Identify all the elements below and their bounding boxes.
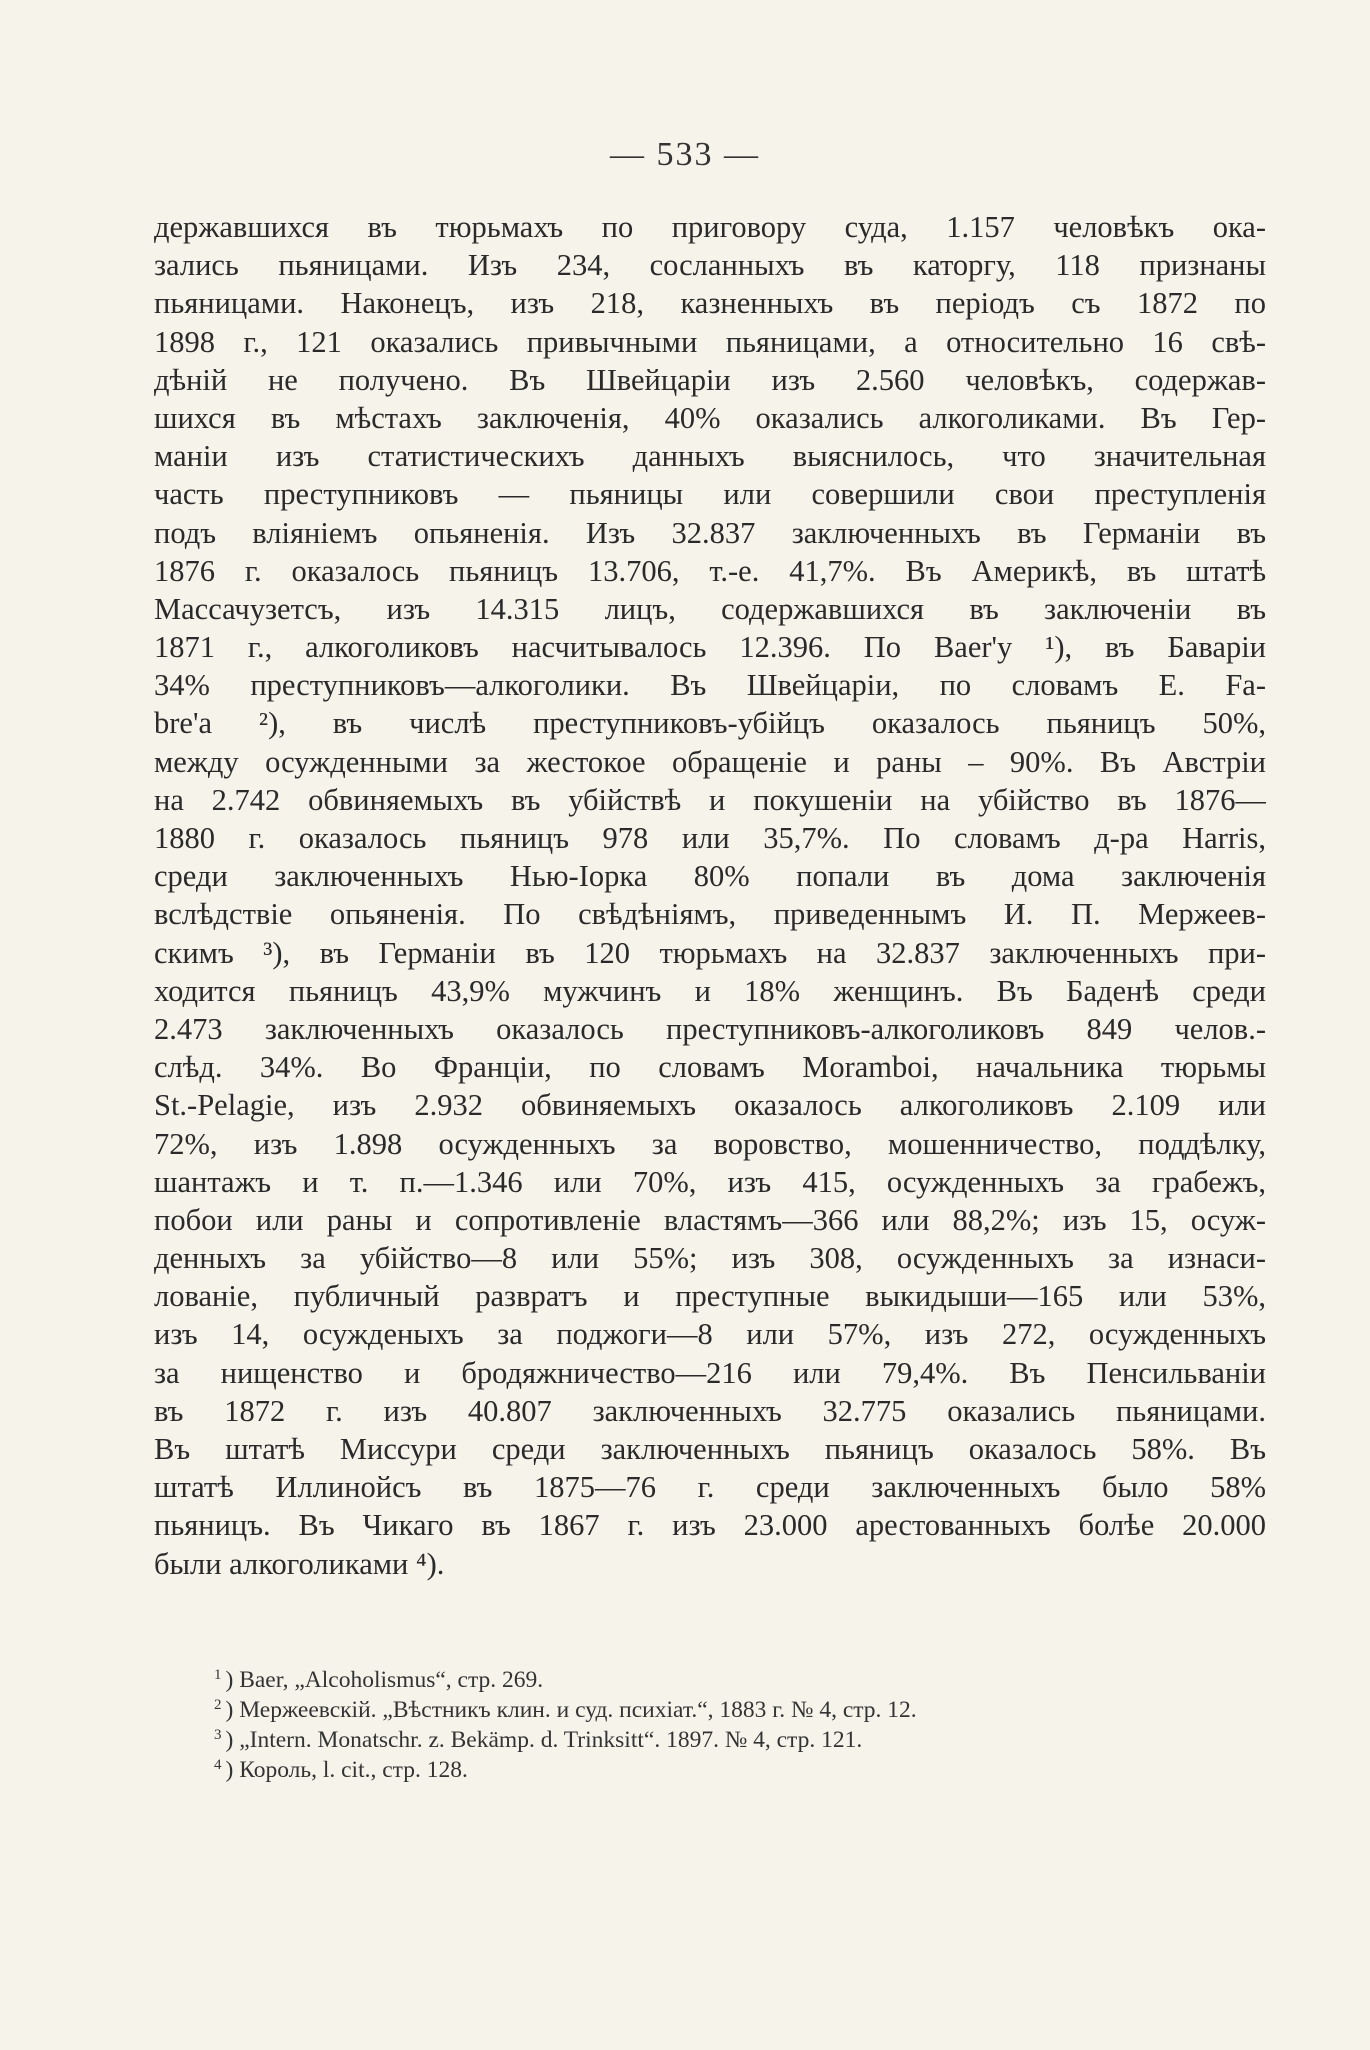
text-line: изъ 14, осужденыхъ за поджоги—8 или 57%, изъ 272, осужденныхъ bbox=[154, 1317, 1266, 1352]
text-line: подъ вліяніемъ опьяненія. Изъ 32.837 заключенныхъ въ Германіи въ bbox=[154, 515, 1266, 550]
footnote-text: ) Baer, „Alcoholismus“, стр. 269. bbox=[225, 1667, 544, 1693]
text-line: зались пьяницами. Изъ 234, сосланныхъ въ каторгу, 118 признаны bbox=[154, 248, 1266, 283]
text-line: въ 1872 г. изъ 40.807 заключенныхъ 32.775 оказались пьяницами. bbox=[154, 1393, 1266, 1428]
text-line: за нищенство и бродяжничество—216 или 79,4%. Въ Пенсильваніи bbox=[154, 1355, 1266, 1390]
text-line: 2.473 заключенныхъ оказалось преступниковъ-алкоголиковъ 849 челов.- bbox=[154, 1011, 1266, 1046]
text-line: пьяницъ. Въ Чикаго въ 1867 г. изъ 23.000 арестованныхъ болѣе 20.000 bbox=[154, 1508, 1266, 1543]
footnotes bbox=[214, 1665, 1214, 1785]
footnote-mark: 1 bbox=[214, 1667, 222, 1683]
footnote bbox=[214, 1725, 1214, 1755]
text-line: пьяницами. Наконецъ, изъ 218, казненныхъ въ періодъ съ 1872 по bbox=[154, 286, 1266, 321]
page-number: — 533 — bbox=[610, 136, 760, 173]
text-line: на 2.742 обвиняемыхъ въ убійствѣ и покушеніи на убійство въ 1876— bbox=[154, 782, 1266, 817]
text-line: bre'а ²), въ числѣ преступниковъ-убійцъ оказалось пьяницъ 50%, bbox=[154, 706, 1266, 741]
text-line: слѣд. 34%. Во Франціи, по словамъ Moramboi, начальника тюрьмы bbox=[154, 1050, 1266, 1085]
footnote-text: ) Король, l. cit., стр. 128. bbox=[225, 1757, 468, 1783]
text-line: 1871 г., алкоголиковъ насчитывалось 12.396. По Baer'у ¹), въ Баваріи bbox=[154, 630, 1266, 665]
text-line: скимъ ³), въ Германіи въ 120 тюрьмахъ на 32.837 заключенныхъ при- bbox=[154, 935, 1266, 970]
footnote-mark: 4 bbox=[214, 1757, 222, 1773]
text-line: между осужденными за жестокое обращеніе и раны – 90%. Въ Австріи bbox=[154, 744, 1266, 779]
footnote-text: ) „Intern. Monatschr. z. Bekämp. d. Trinksitt“. 1897. № 4, стр. 121. bbox=[225, 1727, 863, 1753]
text-line: дѣній не получено. Въ Швейцаріи изъ 2.560 человѣкъ, содержав- bbox=[154, 362, 1266, 397]
footnote-text: ) Мержеевскій. „Вѣстникъ клин. и суд. психіат.“, 1883 г. № 4, стр. 12. bbox=[225, 1697, 917, 1723]
text-line: 72%, изъ 1.898 осужденныхъ за воровство, мошенничество, поддѣлку, bbox=[154, 1126, 1266, 1161]
text-line: ходится пьяницъ 43,9% мужчинъ и 18% женщинъ. Въ Баденѣ среди bbox=[154, 973, 1266, 1008]
footnote-mark: 3 bbox=[214, 1727, 222, 1743]
text-line: были алкоголиками ⁴). bbox=[154, 1546, 445, 1581]
text-line: штатѣ Иллинойсъ въ 1875—76 г. среди заключенныхъ было 58% bbox=[154, 1470, 1266, 1505]
footnote bbox=[214, 1695, 1214, 1725]
footnote bbox=[214, 1755, 1214, 1785]
text-line: 1880 г. оказалось пьяницъ 978 или 35,7%. По словамъ д-ра Harris, bbox=[154, 821, 1266, 855]
text-line: Массачузетсъ, изъ 14.315 лицъ, содержавшихся въ заключеніи въ bbox=[154, 591, 1266, 626]
text-line: державшихся въ тюрьмахъ по приговору суда, 1.157 человѣкъ ока- bbox=[154, 210, 1266, 244]
text-line: маніи изъ статистическихъ данныхъ выяснилось, что значительная bbox=[154, 439, 1266, 474]
text-line: среди заключенныхъ Нью-Іорка 80% попали въ дома заключенія bbox=[154, 859, 1266, 894]
text-line: шихся въ мѣстахъ заключенія, 40% оказались алкоголиками. Въ Гер- bbox=[154, 400, 1266, 435]
text-line: лованіе, публичный развратъ и преступные выкидыши—165 или 53%, bbox=[154, 1279, 1266, 1314]
footnote-mark: 2 bbox=[214, 1697, 222, 1713]
footnote bbox=[214, 1665, 1214, 1695]
text-line: часть преступниковъ — пьяницы или совершили свои преступленія bbox=[154, 477, 1266, 512]
text-line: денныхъ за убійство—8 или 55%; изъ 308, осужденныхъ за изнаси- bbox=[154, 1241, 1266, 1276]
text-line: 1876 г. оказалось пьяницъ 13.706, т.-е. 41,7%. Въ Америкѣ, въ штатѣ bbox=[154, 553, 1266, 588]
body-text bbox=[154, 208, 1266, 1583]
text-line: St.-Pelagie, изъ 2.932 обвиняемыхъ оказалось алкоголиковъ 2.109 или bbox=[154, 1088, 1266, 1123]
text-line: вслѣдствіе опьяненія. По свѣдѣніямъ, приведеннымъ И. П. Мержеев- bbox=[154, 897, 1266, 932]
text-line: 34% преступниковъ—алкоголики. Въ Швейцаріи, по словамъ Е. Fa- bbox=[154, 668, 1266, 703]
text-line: 1898 г., 121 оказались привычными пьяницами, а относительно 16 свѣ- bbox=[154, 324, 1266, 359]
text-line: побои или раны и сопротивленіе властямъ—366 или 88,2%; изъ 15, осуж- bbox=[154, 1202, 1266, 1237]
text-line: шантажъ и т. п.—1.346 или 70%, изъ 415, осужденныхъ за грабежъ, bbox=[154, 1164, 1266, 1199]
text-line: Въ штатѣ Миссури среди заключенныхъ пьяницъ оказалось 58%. Въ bbox=[154, 1432, 1266, 1466]
